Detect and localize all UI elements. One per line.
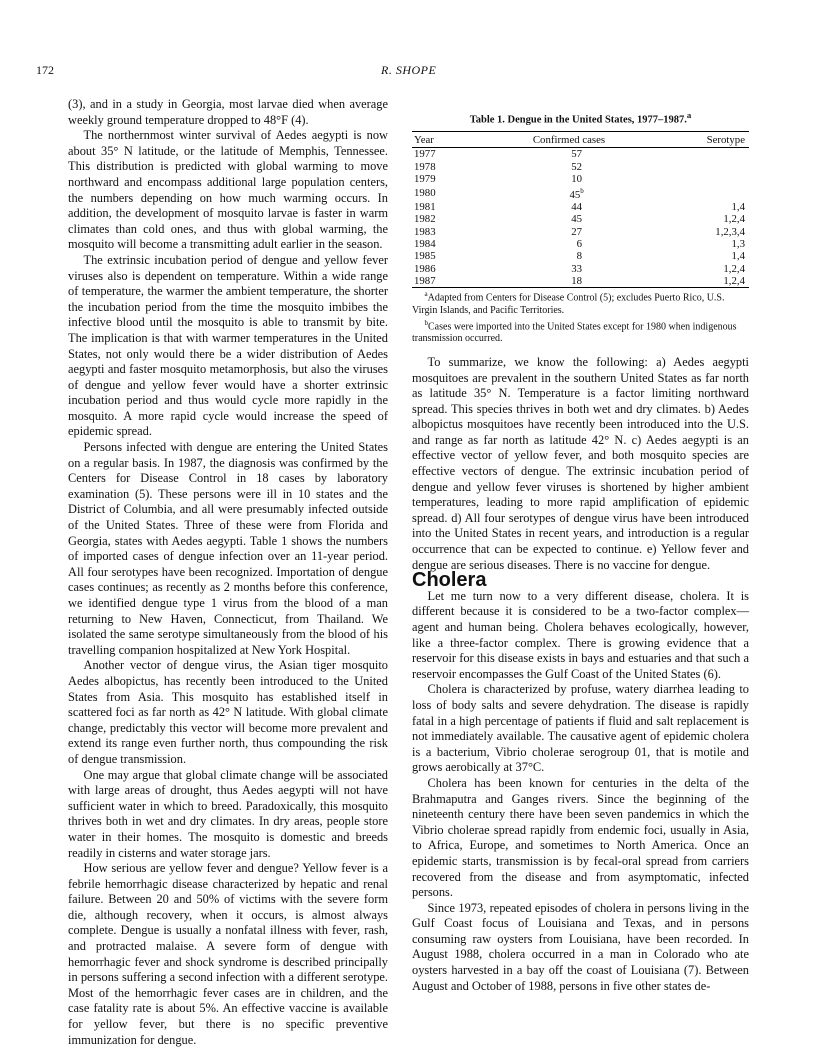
- cell-serotype: 1,2,4: [634, 275, 749, 288]
- table-row: [412, 173, 749, 185]
- paragraph: To summarize, we know the following: a) Aedes aegypti mosquitoes are prevalent in the southern United States as far north as latitude 35° N. Temperature is a factor limiting northward spread. This species thrives in both wet and dry climates. b) Aedes albopictus mosquitoes have recently been introduced into the U.S. and range as far north as latitude 42° N. c) Aedes aegypti is an effective vector of yellow fever, and both mosquito species are effective vectors of dengue. The extrinsic incubation period of dengue and yellow fever viruses is shortened by higher ambient temperatures, leading to more rapid amplification of epidemic spread. d) All four serotypes of dengue virus have been introduced into the United States in recent years, and introduction is a regular occurrence that can be expected to continue. e) Yellow fever and dengue are serious diseases. There is no vaccine for dengue.: [412, 354, 749, 572]
- cell-year: 1979: [414, 172, 436, 185]
- cell-serotype: 1,2,4: [723, 262, 745, 275]
- paragraph: The extrinsic incubation period of dengue and yellow fever viruses also is dependent on temperature. Within a wide range of temperature, the warmer the ambient temperature, the shorter the incubation period from the time the mosquito imbibes the infective blood until the mosquito is able to transmit by bite. The implication is that with warmer temperatures in the United States, not only would there be a wider distribution of Aedes aegypti and faster mosquito metamorphosis, but also the viruses of dengue and yellow fever would have a shorter extrinsic incubation period and thus would cycle more rapidly in the mosquito. A more rapid cycle would increase the speed of epidemic spread.: [68, 252, 388, 439]
- cell-serotype: [634, 173, 749, 185]
- cell-cases: [504, 213, 634, 225]
- cell-serotype: 1,4: [731, 250, 745, 263]
- table-header-row: [412, 132, 749, 148]
- paragraph: Persons infected with dengue are entering the United States on a regular basis. In 1987, the diagnosis was confirmed by the Centers for Disease Control in 18 cases by laboratory examination (5). These persons were ill in 10 states and the District of Columbia, and all were presumably infected outside of the United States. Three of these were from Florida and Georgia, states with Aedes aegypti. Table 1 shows the numbers of imported cases of dengue infection over an 11-year period. All four serotypes have been recognized. Importation of dengue cases continues; as recently as 2 months before this conference, we identified dengue type 1 virus from the blood of a man returning to New Haven, Connecticut, from Thailand. We isolated the same serotype simultaneously from the blood of his travelling companion hospitalized at New York Hospital.: [68, 440, 388, 657]
- cases-value: 27: [571, 225, 582, 238]
- cell-cases: [504, 275, 634, 288]
- table-footnote-a: $^a$Adapted from Centers for Disease Control (5); excludes Puerto Rico, U.S. Virgin Islands, and Pacific Territories.: [412, 290, 725, 316]
- cell-year: 1982: [414, 213, 436, 226]
- table-row: [412, 201, 749, 213]
- column-header-serotype: Serotype: [634, 132, 749, 148]
- running-head: R. SHOPE: [381, 63, 437, 77]
- table-row: [412, 275, 749, 288]
- cell-cases: [504, 250, 634, 262]
- cell-cases: [504, 263, 634, 275]
- cases-value: 10: [571, 172, 582, 185]
- cell-serotype: 1,2,3,4: [715, 225, 745, 238]
- cell-serotype: [634, 161, 749, 173]
- cell-year: 1978: [414, 160, 436, 173]
- cell-year: 1977: [414, 148, 436, 161]
- cases-value: 33: [571, 262, 582, 275]
- cell-serotype: 1,3: [731, 238, 745, 251]
- cell-serotype: 1,2,4: [723, 213, 745, 226]
- paragraph: (3), and in a study in Georgia, most larvae died when average weekly ground temperature dropped to 48°F (4).: [68, 97, 388, 127]
- column-header-year: Year: [412, 132, 504, 148]
- right-column: [412, 108, 749, 994]
- cell-cases: [504, 161, 634, 173]
- table-row: [412, 226, 749, 238]
- cell-cases: [504, 148, 634, 161]
- paragraph: The northernmost winter survival of Aedes aegypti is now about 35° N latitude, or the latitude of Memphis, Tennessee. This distribution is predicted with global warming to move northward and encompass additional large population centers, the numbers depending on how much warming occurs. In addition, the development of mosquito larvae is faster in warm climates than cold ones, and thus with global warming, the mosquito will become a transmitting adult earlier in the season.: [68, 128, 388, 252]
- table-row: [412, 250, 749, 262]
- table-caption: Table 1. Dengue in the United States, 1977–1987.$^a$: [469, 110, 692, 126]
- section-heading: Cholera: [412, 569, 487, 592]
- column-header-cases: Confirmed cases: [504, 132, 634, 148]
- left-column: [68, 97, 388, 1048]
- cell-cases: [504, 226, 634, 238]
- paragraph: One may argue that global climate change will be associated with large areas of drought, thus Aedes aegypti will not have sufficient water in which to breed. Paradoxically, this mosquito thrives both in wet and dry climates. In dry areas, people store water in their homes. The mosquito is domestic and breeds readily in cisterns and water storage jars.: [68, 767, 388, 860]
- paragraph: Another vector of dengue virus, the Asian tiger mosquito Aedes albopictus, has recently been introduced to the United States from Asia. This mosquito has established itself in scattered foci as far north as 42° N latitude. With global climate change, predictably this vector will become more prevalent and extend its range even further north, thus compounding the risk of dengue transmission.: [68, 658, 388, 766]
- cell-year: 1987: [412, 275, 504, 288]
- table-row: [412, 263, 749, 275]
- table-row: [412, 148, 749, 161]
- table-body: [412, 148, 749, 288]
- table-1: [412, 108, 749, 345]
- table-row: [412, 185, 749, 201]
- cell-serotype: [634, 185, 749, 201]
- paragraph: How serious are yellow fever and dengue? Yellow fever is a febrile hemorrhagic disease characterized by hepatic and renal failure. Between 20 and 50% of victims with the severe form die, although recovery, when it occurs, is almost always complete. Dengue is usually a nonfatal illness with fever, rash, and protracted malaise. A severe form of dengue with hemorrhagic fever and shock syndrome is described principally in persons suffering a second infection with a different serotype. Most of the hemorrhagic fever cases are in children, and the case fatality rate is about 5%. An effective vaccine is available for yellow fever, but there is no specific preventive immunization for dengue.: [68, 861, 388, 1047]
- cases-value: 18: [571, 274, 582, 287]
- paragraph: Let me turn now to a very different disease, cholera. It is different because it is considered to be a two-factor complex—agent and human being. Cholera behaves ecologically, however, like a three-factor complex. There is growing evidence that a reservoir for this disease exists in bays and estuaries and that such a reservoir encompasses the Gulf Coast of the United States (6).: [412, 588, 749, 681]
- table-footnote-b: $^b$Cases were imported into the United States except for 1980 when indigenous transmission occurred.: [412, 318, 737, 344]
- paragraph: Since 1973, repeated episodes of cholera in persons living in the Gulf Coast focus of Louisiana and Texas, and in persons consuming raw oysters from Louisiana, have been recorded. In August 1988, cholera occurred in a man in Colorado who ate oysters harvested in a bay off the coast of Louisiana (7). Between August and October of 1988, persons in five other states de-: [412, 900, 749, 993]
- cell-cases: [504, 238, 634, 250]
- cases-value: 45: [569, 188, 581, 201]
- cell-year: 1984: [414, 238, 436, 251]
- paragraph: Cholera is characterized by profuse, watery diarrhea leading to loss of body salts and severe dehydration. The disease is rapidly fatal in a high percentage of patients if fluid and salt replacement is not immediately available. The causative agent of epidemic cholera is a bacterium, Vibrio cholerae serogroup 01, that is motile and grows aerobically at 37°C.: [412, 682, 749, 775]
- table-row: [412, 213, 749, 225]
- cell-year: 1980: [414, 187, 436, 200]
- cases-value: 57: [571, 148, 582, 161]
- cell-year: 1986: [414, 262, 436, 275]
- cases-value: 52: [571, 160, 582, 173]
- cell-cases: [504, 173, 634, 185]
- cases-value: 6: [576, 238, 582, 251]
- cases-value: 8: [576, 250, 582, 263]
- cell-cases: [504, 201, 634, 213]
- cell-year: 1983: [414, 225, 436, 238]
- cases-value: 45: [571, 213, 582, 226]
- table-row: [412, 161, 749, 173]
- paragraph: Cholera has been known for centuries in the delta of the Brahmaputra and Ganges rivers. Since the beginning of the nineteenth century there have been seven pandemics in which the Vibrio cholerae spread rapidly from endemic foci, usually in Asia, to Africa, Europe, and sometimes to North America. Once an epidemic starts, transmission is by fecal-oral spread from carriers recovered from the disease and from asymptomatic, infected persons.: [412, 775, 749, 900]
- dengue-table: [412, 131, 749, 288]
- cell-serotype: [634, 148, 749, 161]
- page-number: 172: [36, 63, 54, 77]
- table-row: [412, 238, 749, 250]
- cell-serotype: 1,4: [731, 201, 745, 214]
- footnote-mark: b: [580, 187, 584, 196]
- cell-cases: [504, 185, 634, 201]
- cell-year: 1981: [414, 201, 436, 214]
- cases-value: 44: [571, 201, 582, 214]
- cell-year: 1985: [414, 250, 436, 263]
